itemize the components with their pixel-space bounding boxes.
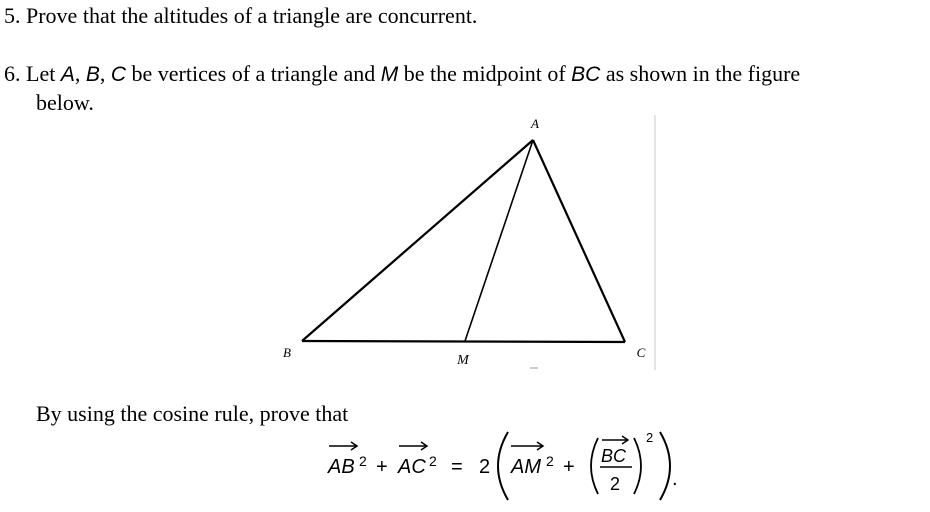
var-C: C bbox=[110, 63, 127, 86]
eq-BC: BC bbox=[601, 446, 627, 466]
eq-plus-2: + bbox=[563, 456, 575, 478]
eq-AC-square: 2 bbox=[429, 453, 437, 469]
big-left-paren bbox=[498, 432, 508, 500]
label-A: A bbox=[531, 116, 539, 131]
eq-period: . bbox=[672, 468, 678, 490]
question-6-line2: below. bbox=[36, 90, 94, 115]
q6-comma2: , bbox=[99, 61, 111, 86]
q6-part2: be vertices of a triangle and bbox=[126, 61, 381, 86]
label-M: M bbox=[457, 353, 469, 368]
eq-AM-square: 2 bbox=[546, 453, 554, 469]
q6-part1: 6. Let bbox=[4, 61, 61, 86]
label-B: B bbox=[283, 345, 291, 360]
inner-left-paren bbox=[591, 438, 598, 494]
q6-part4: as shown in the figure bbox=[600, 61, 801, 86]
eq-outer-square: 2 bbox=[646, 430, 654, 445]
eq-AB: AB bbox=[328, 456, 355, 478]
eq-AM: AM bbox=[511, 456, 541, 478]
eq-denominator: 2 bbox=[610, 474, 621, 494]
big-right-paren bbox=[660, 432, 670, 500]
eq-AB-square: 2 bbox=[359, 453, 367, 469]
var-A: A bbox=[60, 63, 75, 86]
q6-comma1: , bbox=[74, 61, 86, 86]
instruction-text: By using the cosine rule, prove that bbox=[36, 401, 349, 426]
var-B: B bbox=[85, 63, 100, 86]
vector-arrow-AB bbox=[329, 442, 357, 450]
var-M: M bbox=[380, 63, 399, 86]
inner-right-paren bbox=[634, 438, 641, 494]
eq-two: 2 bbox=[479, 456, 491, 478]
vector-arrow-AC bbox=[399, 442, 427, 450]
question-5-text: 5. Prove that the altitudes of a triangle are concurrent. bbox=[4, 3, 478, 28]
eq-AC: AC bbox=[398, 456, 426, 478]
vector-arrow-AM bbox=[511, 442, 543, 450]
vector-arrow-BC bbox=[602, 436, 628, 444]
eq-equals: = bbox=[451, 456, 463, 478]
label-C: C bbox=[636, 345, 646, 360]
q6-part3: be the midpoint of bbox=[398, 61, 572, 86]
var-BC: BC bbox=[571, 63, 601, 86]
eq-plus-1: + bbox=[376, 456, 388, 478]
